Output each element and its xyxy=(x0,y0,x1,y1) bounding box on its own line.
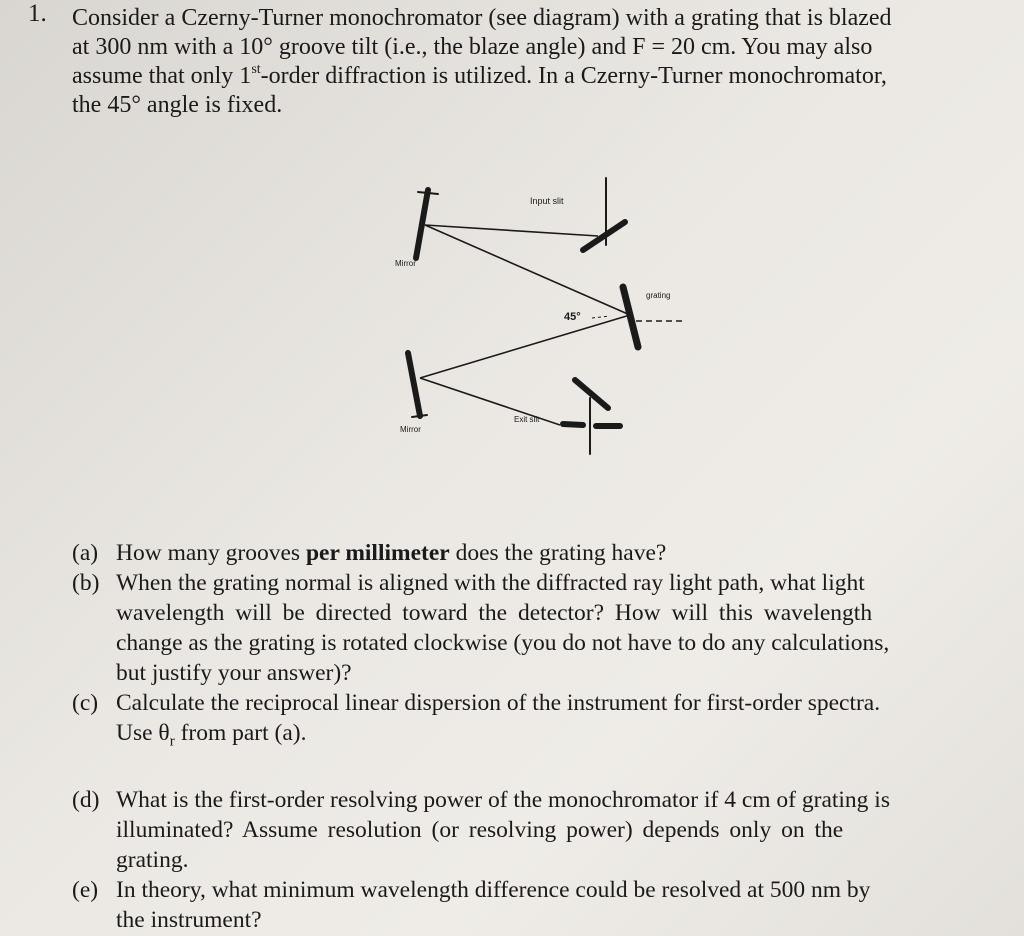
part-a xyxy=(72,538,982,568)
mirror-top-tick xyxy=(418,192,438,194)
label-mirror-top: Mirror xyxy=(395,259,416,268)
part-b-line-1: When the grating normal is aligned with the diffracted ray light path, what light xyxy=(116,570,865,596)
part-d-line-1: What is the first-order resolving power of the monochromator if 4 cm of grating is xyxy=(116,786,890,813)
part-b-line-4: but justify your answer)? xyxy=(116,660,352,686)
part-a-bold: per millimeter xyxy=(305,540,450,566)
exit-slit-angled xyxy=(575,380,608,408)
part-d-label: (d) xyxy=(72,786,100,813)
czerny-turner-diagram xyxy=(380,170,700,470)
part-b xyxy=(72,568,982,688)
intro-line-4: the 45° angle is fixed. xyxy=(72,92,283,118)
beam-input-to-mirror xyxy=(425,225,598,236)
intro-line-1: Consider a Czerny-Turner monochromator (see diagram) with a grating that is blazed xyxy=(72,5,892,31)
part-b-line-3: change as the grating is rotated clockwise (you do not have to do any calculations, xyxy=(116,630,890,656)
intro-line-2: at 300 nm with a 10° groove tilt (i.e., the blaze angle) and F = 20 cm. You may also xyxy=(72,34,873,60)
question-parts xyxy=(72,538,982,935)
part-a-label: (a) xyxy=(72,540,99,566)
spacer xyxy=(72,757,982,785)
part-e-line-1: In theory, what minimum wavelength difference could be resolved at 500 nm by xyxy=(116,876,871,903)
part-c-label: (c) xyxy=(72,690,99,716)
exit-slit-blade-left xyxy=(563,424,583,425)
angle-arc-dash xyxy=(592,316,610,318)
intro-line-3: assume that only 1st-order diffraction is utilized. In a Czerny-Turner monochromator, xyxy=(72,62,887,89)
mirror-top-shape xyxy=(416,190,428,258)
part-d-line-2: illuminated? Assume resolution (or resolving power) depends only on the xyxy=(116,816,844,843)
part-c-line-2: Use $\theta_r$ from part (a). xyxy=(116,720,307,750)
question-intro xyxy=(72,4,992,120)
label-angle: 45° xyxy=(564,311,581,323)
mirror-bottom-tick xyxy=(412,415,427,417)
part-e-line-2: the instrument? xyxy=(116,906,262,933)
label-exit-slit: Exit slit xyxy=(514,415,540,424)
question-number: 1. xyxy=(28,0,47,27)
part-e xyxy=(72,875,982,935)
part-b-label: (b) xyxy=(72,570,100,596)
part-d-line-3: grating. xyxy=(116,846,189,873)
beam-grating-to-mirror xyxy=(420,315,630,378)
mirror-bottom-shape xyxy=(408,353,420,416)
label-mirror-bottom: Mirror xyxy=(400,425,421,434)
label-grating: grating xyxy=(646,291,671,300)
part-c xyxy=(72,688,982,757)
part-e-label: (e) xyxy=(72,876,99,903)
label-input-slit: Input slit xyxy=(530,196,564,206)
part-b-line-2: wavelength will be directed toward the detector? How will this wavelength xyxy=(116,600,873,626)
part-a-line-1: How many grooves per millimeter does the grating have? xyxy=(116,540,667,566)
part-d xyxy=(72,785,982,875)
part-c-line-1: Calculate the reciprocal linear dispersion of the instrument for first-order spectra. xyxy=(116,690,881,716)
